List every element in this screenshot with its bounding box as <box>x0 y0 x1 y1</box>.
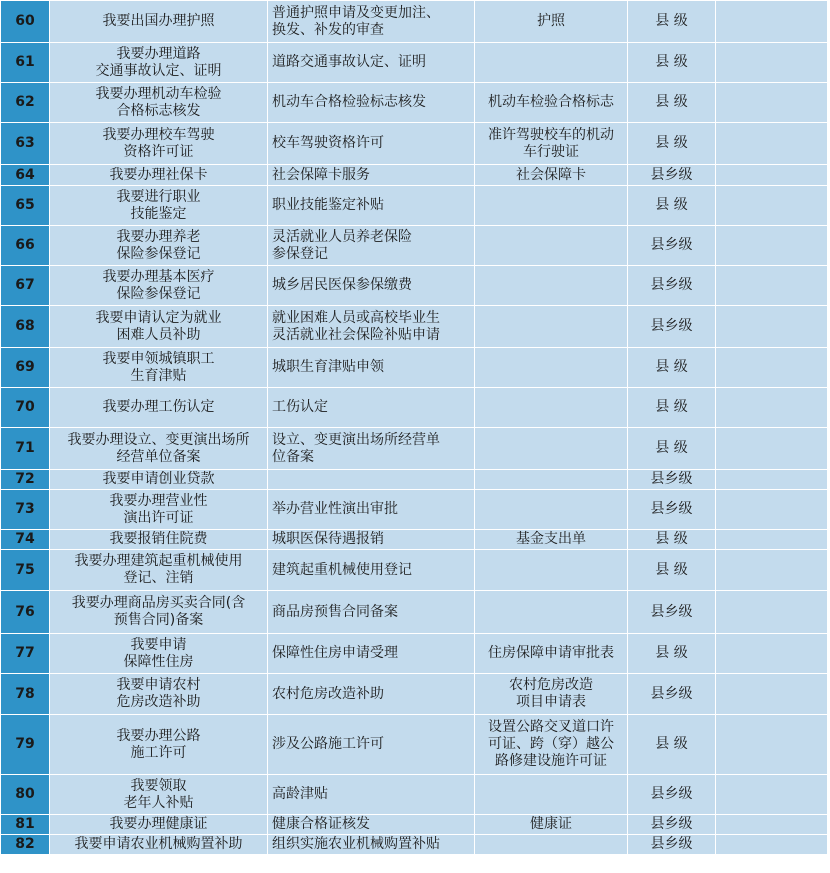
service-item-cell: 校车驾驶资格许可 <box>268 123 475 165</box>
result-material-cell <box>475 306 628 348</box>
level-cell: 县乡级 <box>628 470 716 490</box>
table-row <box>1 634 828 674</box>
result-material-cell: 农村危房改造 项目申请表 <box>475 674 628 715</box>
remark-cell <box>716 165 828 186</box>
service-item-cell: 涉及公路施工许可 <box>268 715 475 775</box>
need-cell: 我要办理社保卡 <box>50 165 268 186</box>
service-item-cell: 高龄津贴 <box>268 775 475 815</box>
table-row <box>1 470 828 490</box>
level-cell: 县 级 <box>628 428 716 470</box>
remark-cell <box>716 43 828 83</box>
table-row <box>1 815 828 835</box>
level-cell: 县 级 <box>628 550 716 591</box>
service-item-cell: 城乡居民医保参保缴费 <box>268 266 475 306</box>
service-item-cell: 城职医保待遇报销 <box>268 530 475 550</box>
result-material-cell <box>475 348 628 388</box>
level-cell: 县 级 <box>628 43 716 83</box>
need-cell: 我要申领城镇职工 生育津贴 <box>50 348 268 388</box>
result-material-cell: 基金支出单 <box>475 530 628 550</box>
table-row <box>1 530 828 550</box>
remark-cell <box>716 775 828 815</box>
table-row <box>1 835 828 855</box>
service-item-cell: 社会保障卡服务 <box>268 165 475 186</box>
remark-cell <box>716 186 828 226</box>
row-number: 65 <box>1 186 50 226</box>
result-material-cell <box>475 428 628 470</box>
table-row <box>1 674 828 715</box>
service-item-cell: 机动车合格检验标志核发 <box>268 83 475 123</box>
service-item-cell: 普通护照申请及变更加注、 换发、补发的审查 <box>268 1 475 43</box>
remark-cell <box>716 530 828 550</box>
need-cell: 我要办理公路 施工许可 <box>50 715 268 775</box>
result-material-cell <box>475 775 628 815</box>
table-row <box>1 348 828 388</box>
remark-cell <box>716 123 828 165</box>
level-cell: 县乡级 <box>628 226 716 266</box>
need-cell: 我要办理道路 交通事故认定、证明 <box>50 43 268 83</box>
level-cell: 县 级 <box>628 715 716 775</box>
row-number: 81 <box>1 815 50 835</box>
row-number: 67 <box>1 266 50 306</box>
remark-cell <box>716 348 828 388</box>
result-material-cell <box>475 43 628 83</box>
row-number: 66 <box>1 226 50 266</box>
service-item-cell: 保障性住房申请受理 <box>268 634 475 674</box>
remark-cell <box>716 674 828 715</box>
level-cell: 县 级 <box>628 83 716 123</box>
result-material-cell: 机动车检验合格标志 <box>475 83 628 123</box>
row-number: 75 <box>1 550 50 591</box>
row-number: 62 <box>1 83 50 123</box>
table-body <box>1 1 828 855</box>
row-number: 61 <box>1 43 50 83</box>
service-item-cell: 建筑起重机械使用登记 <box>268 550 475 591</box>
result-material-cell <box>475 266 628 306</box>
result-material-cell: 住房保障申请审批表 <box>475 634 628 674</box>
remark-cell <box>716 266 828 306</box>
level-cell: 县乡级 <box>628 835 716 855</box>
remark-cell <box>716 490 828 530</box>
service-item-cell: 灵活就业人员养老保险 参保登记 <box>268 226 475 266</box>
result-material-cell: 健康证 <box>475 815 628 835</box>
row-number: 69 <box>1 348 50 388</box>
row-number: 72 <box>1 470 50 490</box>
row-number: 82 <box>1 835 50 855</box>
remark-cell <box>716 715 828 775</box>
row-number: 76 <box>1 591 50 634</box>
level-cell: 县乡级 <box>628 306 716 348</box>
table-row <box>1 186 828 226</box>
level-cell: 县乡级 <box>628 490 716 530</box>
table-row <box>1 1 828 43</box>
result-material-cell: 护照 <box>475 1 628 43</box>
table-row <box>1 123 828 165</box>
need-cell: 我要申请 保障性住房 <box>50 634 268 674</box>
service-item-cell: 城职生育津贴申领 <box>268 348 475 388</box>
table-row <box>1 388 828 428</box>
result-material-cell <box>475 470 628 490</box>
level-cell: 县 级 <box>628 186 716 226</box>
service-item-cell: 商品房预售合同备案 <box>268 591 475 634</box>
result-material-cell <box>475 550 628 591</box>
need-cell: 我要办理建筑起重机械使用 登记、注销 <box>50 550 268 591</box>
table-row <box>1 591 828 634</box>
remark-cell <box>716 428 828 470</box>
service-item-cell: 农村危房改造补助 <box>268 674 475 715</box>
service-item-cell: 举办营业性演出审批 <box>268 490 475 530</box>
level-cell: 县乡级 <box>628 775 716 815</box>
table-row <box>1 266 828 306</box>
need-cell: 我要办理营业性 演出许可证 <box>50 490 268 530</box>
result-material-cell <box>475 388 628 428</box>
level-cell: 县 级 <box>628 634 716 674</box>
row-number: 60 <box>1 1 50 43</box>
level-cell: 县 级 <box>628 348 716 388</box>
result-material-cell <box>475 835 628 855</box>
need-cell: 我要办理设立、变更演出场所 经营单位备案 <box>50 428 268 470</box>
need-cell: 我要报销住院费 <box>50 530 268 550</box>
remark-cell <box>716 226 828 266</box>
remark-cell <box>716 83 828 123</box>
need-cell: 我要申请创业贷款 <box>50 470 268 490</box>
result-material-cell <box>475 226 628 266</box>
row-number: 64 <box>1 165 50 186</box>
table-row <box>1 83 828 123</box>
table-row <box>1 775 828 815</box>
table-row <box>1 306 828 348</box>
remark-cell <box>716 388 828 428</box>
remark-cell <box>716 550 828 591</box>
table-row <box>1 165 828 186</box>
service-item-cell: 就业困难人员或高校毕业生 灵活就业社会保险补贴申请 <box>268 306 475 348</box>
service-item-cell: 职业技能鉴定补贴 <box>268 186 475 226</box>
level-cell: 县乡级 <box>628 674 716 715</box>
need-cell: 我要办理机动车检验 合格标志核发 <box>50 83 268 123</box>
need-cell: 我要申请农村 危房改造补助 <box>50 674 268 715</box>
need-cell: 我要办理校车驾驶 资格许可证 <box>50 123 268 165</box>
service-item-cell: 组织实施农业机械购置补贴 <box>268 835 475 855</box>
result-material-cell <box>475 186 628 226</box>
remark-cell <box>716 815 828 835</box>
level-cell: 县 级 <box>628 123 716 165</box>
need-cell: 我要办理养老 保险参保登记 <box>50 226 268 266</box>
row-number: 77 <box>1 634 50 674</box>
level-cell: 县 级 <box>628 530 716 550</box>
row-number: 74 <box>1 530 50 550</box>
need-cell: 我要办理工伤认定 <box>50 388 268 428</box>
remark-cell <box>716 1 828 43</box>
row-number: 79 <box>1 715 50 775</box>
need-cell: 我要办理基本医疗 保险参保登记 <box>50 266 268 306</box>
result-material-cell: 社会保障卡 <box>475 165 628 186</box>
row-number: 73 <box>1 490 50 530</box>
service-item-cell: 工伤认定 <box>268 388 475 428</box>
need-cell: 我要领取 老年人补贴 <box>50 775 268 815</box>
level-cell: 县乡级 <box>628 591 716 634</box>
service-item-cell <box>268 470 475 490</box>
result-material-cell <box>475 490 628 530</box>
row-number: 63 <box>1 123 50 165</box>
table-row <box>1 550 828 591</box>
remark-cell <box>716 470 828 490</box>
remark-cell <box>716 591 828 634</box>
need-cell: 我要出国办理护照 <box>50 1 268 43</box>
result-material-cell <box>475 591 628 634</box>
need-cell: 我要办理商品房买卖合同(含 预售合同)备案 <box>50 591 268 634</box>
need-cell: 我要办理健康证 <box>50 815 268 835</box>
table-row <box>1 226 828 266</box>
level-cell: 县 级 <box>628 1 716 43</box>
row-number: 80 <box>1 775 50 815</box>
level-cell: 县乡级 <box>628 266 716 306</box>
level-cell: 县 级 <box>628 388 716 428</box>
service-item-cell: 设立、变更演出场所经营单 位备案 <box>268 428 475 470</box>
remark-cell <box>716 835 828 855</box>
table-row <box>1 428 828 470</box>
table-row <box>1 715 828 775</box>
row-number: 68 <box>1 306 50 348</box>
result-material-cell: 设置公路交叉道口许 可证、跨（穿）越公 路修建设施许可证 <box>475 715 628 775</box>
row-number: 70 <box>1 388 50 428</box>
level-cell: 县乡级 <box>628 815 716 835</box>
result-material-cell: 准许驾驶校车的机动 车行驶证 <box>475 123 628 165</box>
service-item-cell: 健康合格证核发 <box>268 815 475 835</box>
table-row <box>1 43 828 83</box>
need-cell: 我要申请农业机械购置补助 <box>50 835 268 855</box>
level-cell: 县乡级 <box>628 165 716 186</box>
remark-cell <box>716 634 828 674</box>
row-number: 78 <box>1 674 50 715</box>
need-cell: 我要进行职业 技能鉴定 <box>50 186 268 226</box>
need-cell: 我要申请认定为就业 困难人员补助 <box>50 306 268 348</box>
remark-cell <box>716 306 828 348</box>
row-number: 71 <box>1 428 50 470</box>
table-row <box>1 490 828 530</box>
service-item-cell: 道路交通事故认定、证明 <box>268 43 475 83</box>
